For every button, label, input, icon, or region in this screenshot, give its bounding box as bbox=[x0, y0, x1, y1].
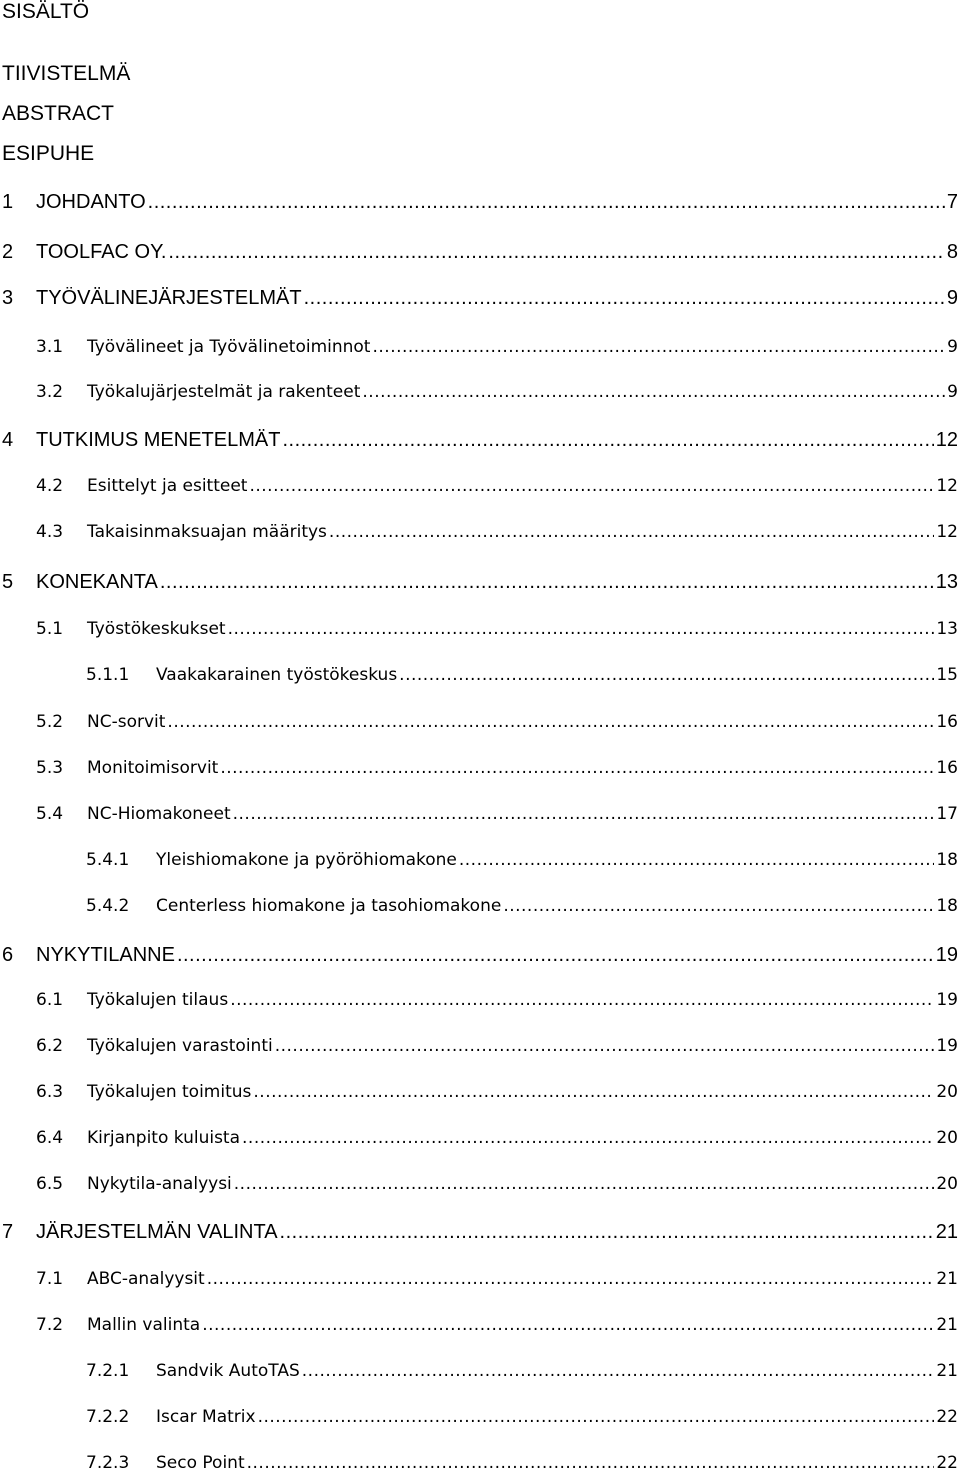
toc-dot-leader bbox=[253, 1082, 934, 1102]
toc-entry[interactable] bbox=[36, 1269, 958, 1289]
toc-entry-number: 2 bbox=[2, 241, 14, 263]
toc-entry-page: 19 bbox=[936, 1036, 958, 1056]
toc-dot-leader bbox=[503, 896, 934, 916]
toc-entry-page: 19 bbox=[935, 944, 958, 966]
toc-entry-page: 12 bbox=[936, 476, 958, 496]
toc-entry-number: 6 bbox=[2, 944, 14, 966]
toc-entry-page: 9 bbox=[947, 337, 958, 357]
toc-entry-number: 1 bbox=[2, 191, 14, 213]
toc-dot-leader bbox=[233, 804, 935, 824]
toc-entry-number: 4.3 bbox=[36, 522, 64, 542]
toc-entry-number: 4.2 bbox=[36, 476, 64, 496]
toc-entry[interactable] bbox=[36, 1128, 958, 1148]
toc-entry[interactable] bbox=[36, 990, 958, 1010]
toc-entry[interactable] bbox=[36, 1315, 958, 1335]
toc-dot-leader bbox=[362, 382, 945, 402]
toc-entry[interactable] bbox=[86, 1453, 958, 1473]
toc-entry[interactable] bbox=[36, 1174, 958, 1194]
toc-entry-title: Yleishiomakone ja pyöröhiomakone bbox=[156, 850, 457, 870]
toc-entry-page: 21 bbox=[935, 1221, 958, 1243]
toc-entry-page: 7 bbox=[946, 191, 958, 213]
toc-entry-number: 7.2.1 bbox=[86, 1361, 130, 1381]
toc-entry[interactable] bbox=[86, 1361, 958, 1381]
toc-entry-title: Centerless hiomakone ja tasohiomakone bbox=[156, 896, 502, 916]
toc-entry-number: 7.1 bbox=[36, 1269, 64, 1289]
toc-dot-leader bbox=[177, 944, 934, 967]
toc-entry-title: Monitoimisorvit bbox=[87, 758, 219, 778]
toc-entry-title: KONEKANTA bbox=[36, 571, 158, 593]
toc-entry-page: 20 bbox=[936, 1128, 958, 1148]
toc-dot-leader bbox=[202, 1315, 934, 1335]
toc-entry-number: 5.4.1 bbox=[86, 850, 130, 870]
toc-entry-title: Nykytila-analyysi bbox=[87, 1174, 232, 1194]
toc-entry-page: 13 bbox=[935, 571, 958, 593]
toc-dot-leader bbox=[220, 758, 934, 778]
toc-entry-number: 5.3 bbox=[36, 758, 64, 778]
toc-entry-number: 5.2 bbox=[36, 712, 64, 732]
toc-entry-title: Sandvik AutoTAS bbox=[156, 1361, 300, 1381]
toc-entry[interactable] bbox=[2, 191, 958, 214]
toc-entry-page: 13 bbox=[936, 619, 958, 639]
toc-entry-page: 12 bbox=[936, 522, 958, 542]
toc-entry-number: 3.2 bbox=[36, 382, 64, 402]
toc-entry-number: 5.4 bbox=[36, 804, 64, 824]
toc-dot-leader bbox=[372, 337, 945, 357]
toc-dot-leader bbox=[280, 1221, 934, 1244]
toc-entry[interactable] bbox=[2, 429, 958, 452]
toc-entry[interactable] bbox=[36, 476, 958, 496]
toc-entry-number: 3.1 bbox=[36, 337, 64, 357]
toc-entry-page: 18 bbox=[936, 850, 958, 870]
toc-dot-leader bbox=[230, 990, 934, 1010]
toc-entry-number: 7.2.3 bbox=[86, 1453, 130, 1473]
toc-entry[interactable] bbox=[36, 1082, 958, 1102]
toc-entry-page: 9 bbox=[946, 287, 958, 309]
toc-dot-leader bbox=[459, 850, 934, 870]
toc-entry-page: 12 bbox=[935, 429, 958, 451]
toc-entry[interactable] bbox=[86, 896, 958, 916]
toc-entry-page: 18 bbox=[936, 896, 958, 916]
toc-dot-leader bbox=[275, 1036, 935, 1056]
toc-dot-leader bbox=[234, 1174, 935, 1194]
toc-dot-leader bbox=[168, 241, 944, 264]
toc-entry[interactable] bbox=[36, 758, 958, 778]
toc-entry-title: TYÖVÄLINEJÄRJESTELMÄT bbox=[36, 287, 302, 309]
toc-entry-title: Vaakakarainen työstökeskus bbox=[156, 665, 398, 685]
toc-entry-number: 5.1 bbox=[36, 619, 64, 639]
toc-entry-number: 6.3 bbox=[36, 1082, 64, 1102]
toc-dot-leader bbox=[242, 1128, 934, 1148]
toc-entry-title: Työkalujen toimitus bbox=[87, 1082, 252, 1102]
toc-entry-page: 20 bbox=[936, 1174, 958, 1194]
toc-entry-page: 17 bbox=[936, 804, 958, 824]
toc-dot-leader bbox=[304, 287, 945, 310]
toc-entry-number: 7 bbox=[2, 1221, 14, 1243]
toc-entry-title: Iscar Matrix bbox=[156, 1407, 256, 1427]
toc-entry-page: 21 bbox=[936, 1269, 958, 1289]
toc-entry[interactable] bbox=[2, 241, 958, 264]
toc-entry[interactable] bbox=[86, 665, 958, 685]
toc-entry-page: 21 bbox=[936, 1361, 958, 1381]
toc-entry-title: Työstökeskukset bbox=[87, 619, 226, 639]
toc-dot-leader bbox=[160, 571, 934, 594]
toc-dot-leader bbox=[302, 1361, 935, 1381]
toc-entry[interactable] bbox=[2, 944, 958, 967]
toc-dot-leader bbox=[258, 1407, 935, 1427]
toc-entry-page: 16 bbox=[936, 712, 958, 732]
toc-entry-number: 6.5 bbox=[36, 1174, 64, 1194]
page-title: SISÄLTÖ bbox=[2, 0, 90, 23]
toc-entry[interactable] bbox=[36, 1036, 958, 1056]
toc-dot-leader bbox=[207, 1269, 935, 1289]
toc-entry[interactable] bbox=[2, 1221, 958, 1244]
front-matter-esipuhe: ESIPUHE bbox=[2, 142, 95, 165]
toc-entry-number: 3 bbox=[2, 287, 14, 309]
toc-entry-title: Työkalujärjestelmät ja rakenteet bbox=[87, 382, 361, 402]
toc-entry-number: 6.2 bbox=[36, 1036, 64, 1056]
toc-entry[interactable] bbox=[36, 522, 958, 542]
toc-entry[interactable] bbox=[36, 804, 958, 824]
toc-entry-title: NC-Hiomakoneet bbox=[87, 804, 231, 824]
toc-entry-title: Takaisinmaksuajan määritys bbox=[87, 522, 327, 542]
toc-dot-leader bbox=[329, 522, 934, 542]
toc-entry-page: 22 bbox=[936, 1453, 958, 1473]
toc-entry[interactable] bbox=[36, 382, 958, 402]
toc-dot-leader bbox=[148, 191, 945, 214]
toc-entry-title: Mallin valinta bbox=[87, 1315, 201, 1335]
toc-entry-page: 16 bbox=[936, 758, 958, 778]
toc-entry-number: 4 bbox=[2, 429, 14, 451]
toc-entry-page: 20 bbox=[936, 1082, 958, 1102]
toc-dot-leader bbox=[249, 476, 934, 496]
toc-entry-number: 5.1.1 bbox=[86, 665, 130, 685]
toc-entry-number: 7.2 bbox=[36, 1315, 64, 1335]
toc-entry-title: TUTKIMUS MENETELMÄT bbox=[36, 429, 281, 451]
toc-entry[interactable] bbox=[2, 571, 958, 594]
toc-entry-title: ABC-analyysit bbox=[87, 1269, 205, 1289]
front-matter-tiivistelma: TIIVISTELMÄ bbox=[2, 62, 131, 85]
front-matter-abstract: ABSTRACT bbox=[2, 102, 115, 125]
toc-entry-number: 6.4 bbox=[36, 1128, 64, 1148]
toc-entry-page: 8 bbox=[946, 241, 958, 263]
toc-entry-number: 5.4.2 bbox=[86, 896, 130, 916]
toc-entry-title: TOOLFAC OY. bbox=[36, 241, 167, 263]
toc-entry[interactable] bbox=[36, 619, 958, 639]
toc-entry[interactable] bbox=[86, 850, 958, 870]
toc-entry-number: 6.1 bbox=[36, 990, 64, 1010]
toc-entry-number: 5 bbox=[2, 571, 14, 593]
toc-entry[interactable] bbox=[36, 712, 958, 732]
toc-entry-title: Kirjanpito kuluista bbox=[87, 1128, 241, 1148]
toc-dot-leader bbox=[399, 665, 934, 685]
toc-entry-title: NC-sorvit bbox=[87, 712, 166, 732]
toc-entry-title: JOHDANTO bbox=[36, 191, 146, 213]
toc-dot-leader bbox=[247, 1453, 935, 1473]
toc-entry-title: Esittelyt ja esitteet bbox=[87, 476, 248, 496]
toc-entry-title: NYKYTILANNE bbox=[36, 944, 175, 966]
toc-entry-title: Seco Point bbox=[156, 1453, 245, 1473]
toc-entry[interactable] bbox=[36, 337, 958, 357]
toc-dot-leader bbox=[167, 712, 934, 732]
toc-entry-page: 22 bbox=[936, 1407, 958, 1427]
toc-entry[interactable] bbox=[86, 1407, 958, 1427]
toc-entry-page: 9 bbox=[947, 382, 958, 402]
toc-entry-title: Työkalujen varastointi bbox=[87, 1036, 273, 1056]
toc-entry[interactable] bbox=[2, 287, 958, 310]
toc-dot-leader bbox=[282, 429, 933, 452]
toc-entry-page: 15 bbox=[936, 665, 958, 685]
toc-entry-page: 21 bbox=[936, 1315, 958, 1335]
toc-entry-page: 19 bbox=[936, 990, 958, 1010]
toc-entry-title: Työkalujen tilaus bbox=[87, 990, 229, 1010]
toc-entry-title: Työvälineet ja Työvälinetoiminnot bbox=[87, 337, 371, 357]
toc-entry-number: 7.2.2 bbox=[86, 1407, 130, 1427]
toc-entry-title: JÄRJESTELMÄN VALINTA bbox=[36, 1221, 278, 1243]
toc-dot-leader bbox=[228, 619, 935, 639]
